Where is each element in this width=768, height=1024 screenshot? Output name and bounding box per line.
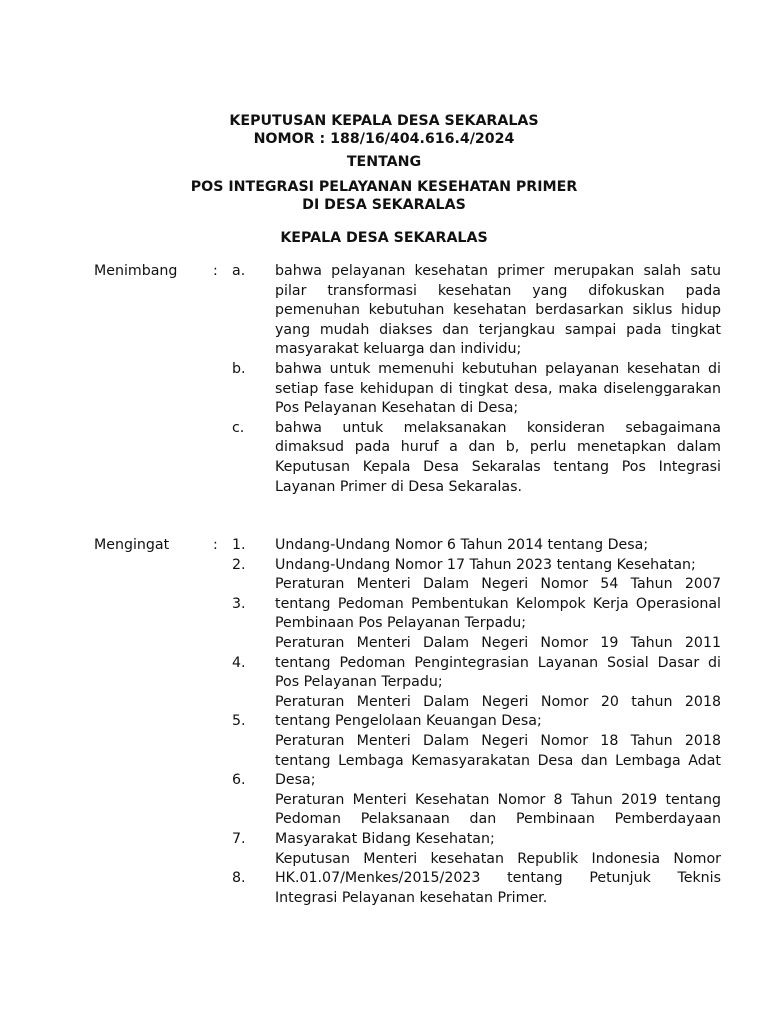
- list-marker-5: 5.: [232, 713, 246, 730]
- list-marker-2: 2.: [232, 556, 246, 573]
- mengingat-item-4-text: Peraturan Menteri Dalam Negeri Nomor 19 Tahun 2011 tentang Pedoman Pengintegrasian Layanan Sosial Dasar di Pos Pelayanan Terpadu;: [275, 634, 721, 691]
- mengingat-item-6-text: Peraturan Menteri Dalam Negeri Nomor 18 Tahun 2018 tentang Lembaga Kemasyarakatan Desa dan Lembaga Adat Desa;: [275, 732, 721, 789]
- list-item-text: bahwa untuk melaksanakan konsideran sebagaimana dimaksud pada huruf a dan b, perlu menetapkan dalam Keputusan Kepala Desa Sekaralas tentang Pos Integrasi Layanan Primer di Desa Sekaralas.: [275, 419, 721, 495]
- decree-number: NOMOR : 188/16/404.616.4/2024: [253, 131, 515, 147]
- list-marker-3: 3.: [232, 595, 246, 612]
- tentang-heading: TENTANG: [346, 154, 422, 170]
- mengingat-item-2-text: Undang-Undang Nomor 17 Tahun 2023 tentang Kesehatan;: [275, 556, 696, 573]
- list-item-text: bahwa untuk memenuhi kebutuhan pelayanan kesehatan di setiap fase kehidupan di tingkat desa, maka diselenggarakan Pos Pelayanan Kesehatan di Desa;: [275, 360, 721, 417]
- list-marker-7: 7.: [232, 831, 246, 847]
- list-marker: a.: [232, 263, 246, 279]
- decree-subject-line2: DI DESA SEKARALAS: [302, 197, 466, 213]
- menimbang-section: [0, 262, 768, 497]
- list-marker: b.: [232, 360, 246, 377]
- menimbang-label: Menimbang: [94, 263, 178, 279]
- mengingat-section: [0, 536, 768, 908]
- list-marker: c.: [232, 419, 245, 436]
- mengingat-item-5-text: Peraturan Menteri Dalam Negeri Nomor 20 tahun 2018 tentang Pengelolaan Keuangan Desa;: [275, 693, 721, 730]
- mengingat-label: Mengingat: [94, 537, 170, 553]
- mengingat-item-7-text: Peraturan Menteri Kesehatan Nomor 8 Tahun 2019 tentang Pedoman Pelaksanaan dan Pembinaan Pemberdayaan Masyarakat Bidang Kesehatan;: [275, 791, 721, 847]
- authority-heading: KEPALA DESA SEKARALAS: [280, 230, 488, 246]
- mengingat-item-1-text: Undang-Undang Nomor 6 Tahun 2014 tentang Desa;: [275, 537, 649, 553]
- mengingat-item-8-text: Keputusan Menteri kesehatan Republik Indonesia Nomor HK.01.07/Menkes/2015/2023 tentang Petunjuk Teknis Integrasi Pelayanan kesehatan Primer.: [275, 850, 721, 906]
- menimbang-item-c: [0, 419, 768, 497]
- decree-subject-line1: POS INTEGRASI PELAYANAN KESEHATAN PRIMER: [190, 179, 578, 195]
- decree-title: KEPUTUSAN KEPALA DESA SEKARALAS: [229, 113, 539, 129]
- list-marker-6: 6.: [232, 772, 246, 789]
- menimbang-item-b: [0, 360, 768, 419]
- list-item-text: bahwa pelayanan kesehatan primer merupakan salah satu pilar transformasi kesehatan yang difokuskan pada pemenuhan kebutuhan kesehatan berdasarkan siklus hidup yang mudah diakses dan terjangkau sampai pada tingkat masyarakat keluarga dan individu;: [275, 263, 721, 358]
- list-marker-8: 8.: [232, 870, 246, 887]
- menimbang-item-a: [0, 262, 768, 360]
- list-marker-1: 1.: [232, 537, 246, 553]
- mengingat-item-3-text: Peraturan Menteri Dalam Negeri Nomor 54 Tahun 2007 tentang Pedoman Pembentukan Kelompok Kerja Operasional Pembinaan Pos Pelayanan Terpadu;: [275, 576, 721, 632]
- menimbang-colon: :: [213, 263, 218, 279]
- mengingat-colon: :: [213, 537, 218, 553]
- list-marker-4: 4.: [232, 654, 246, 671]
